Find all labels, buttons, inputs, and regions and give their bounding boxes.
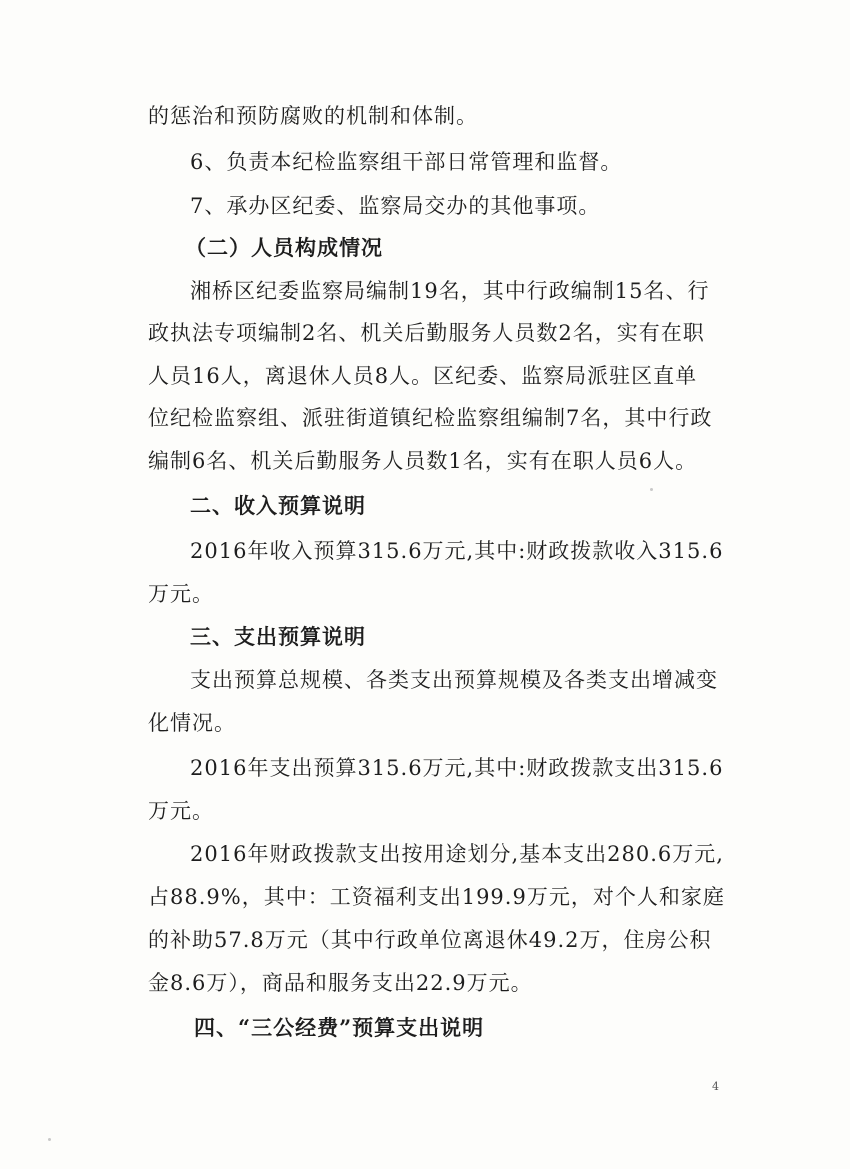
body-text-line: 金8.6万），商品和服务支出22.9万元。	[148, 971, 533, 995]
body-text-line: 化情况。	[148, 711, 236, 735]
page-number: 4	[712, 1080, 719, 1093]
body-text-line: 2016年支出预算315.6万元,其中:财政拨款支出315.6	[190, 756, 724, 780]
body-text-line: 人员16人，离退休人员8人。区纪委、监察局派驻区直单	[148, 364, 698, 388]
body-text-line: 万元。	[148, 582, 214, 606]
body-text-line: 2016年收入预算315.6万元,其中:财政拨款收入315.6	[190, 539, 724, 563]
scan-speck	[650, 488, 653, 491]
section-heading: 二、收入预算说明	[190, 493, 366, 518]
body-text-line: 的补助57.8万元（其中行政单位离退休49.2万，住房公积	[148, 928, 712, 952]
body-text-line: 万元。	[148, 799, 214, 823]
body-text-line: 编制6名、机关后勤服务人员数1名，实有在职人员6人。	[148, 449, 698, 473]
list-item: 6、负责本纪检监察组干部日常管理和监督。	[190, 150, 623, 174]
body-text-line: 支出预算总规模、各类支出预算规模及各类支出增减变	[190, 668, 718, 692]
section-heading: 四、“三公经费”预算支出说明	[194, 1015, 485, 1040]
body-text-line: 2016年财政拨款支出按用途划分,基本支出280.6万元,	[190, 842, 724, 866]
scan-speck	[48, 1138, 51, 1141]
body-text-line: 位纪检监察组、派驻街道镇纪检监察组编制7名，其中行政	[148, 406, 713, 430]
body-text-line: 湘桥区纪委监察局编制19名，其中行政编制15名、行	[190, 279, 710, 303]
body-text-line: 的惩治和预防腐败的机制和体制。	[148, 104, 478, 128]
section-subheading: （二）人员构成情况	[185, 235, 383, 260]
body-text-line: 占88.9%，其中：工资福利支出199.9万元，对个人和家庭	[148, 885, 725, 909]
section-heading: 三、支出预算说明	[190, 624, 366, 649]
list-item: 7、承办区纪委、监察局交办的其他事项。	[190, 194, 601, 218]
body-text-line: 政执法专项编制2名、机关后勤服务人员数2名，实有在职	[148, 321, 705, 345]
